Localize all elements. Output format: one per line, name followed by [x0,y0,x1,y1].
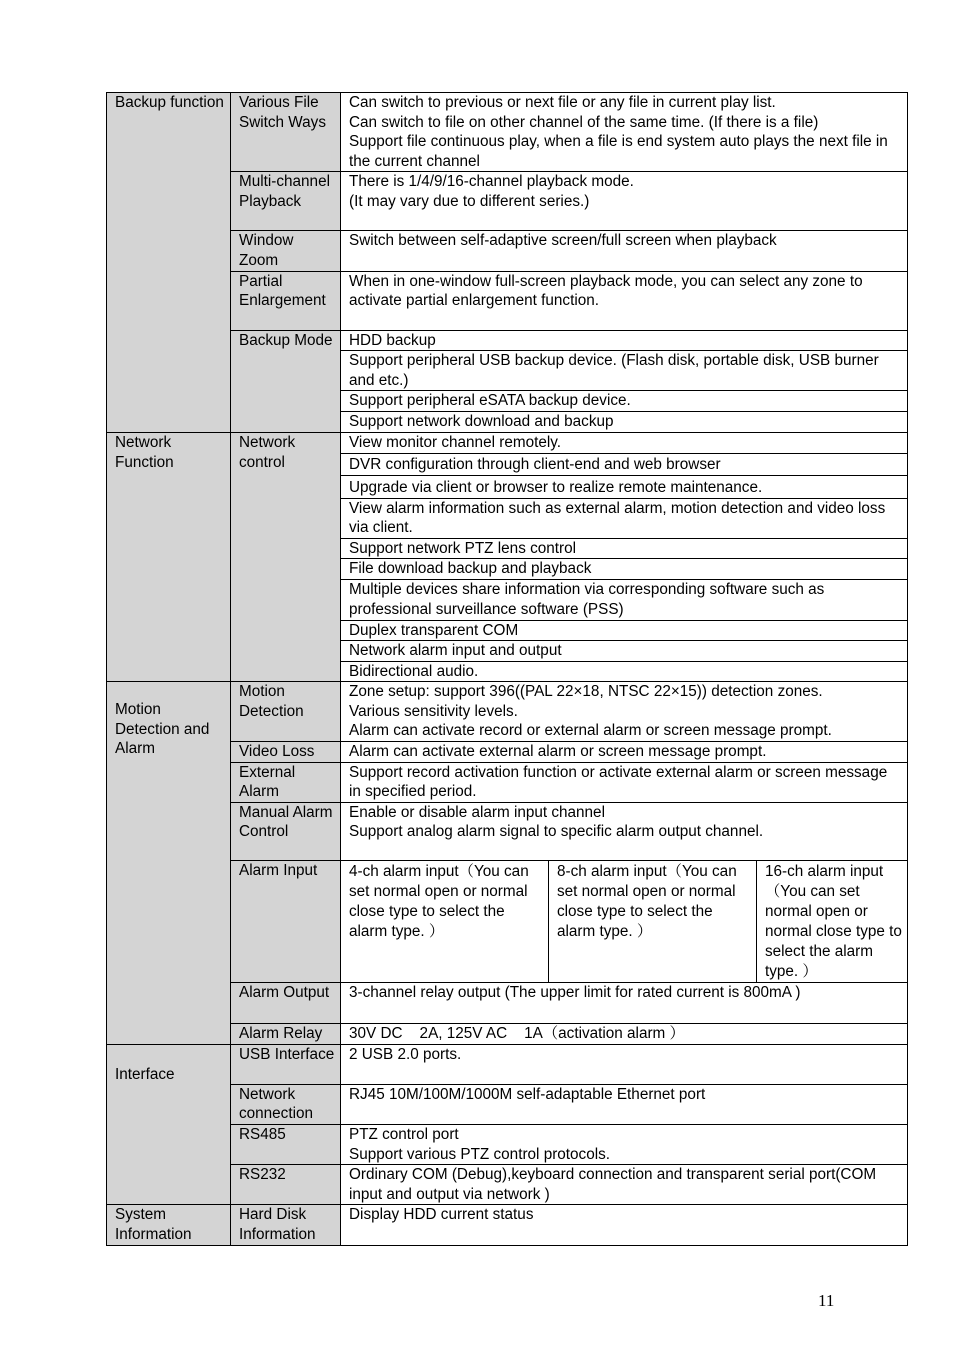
subcategory-network-control: Network control [231,432,341,681]
subcategory-alarm-relay: Alarm Relay [231,1023,341,1044]
description-network-connection: RJ45 10M/100M/1000M self-adaptable Ethernet port [341,1084,908,1124]
subcategory-partial-enlargement: Partial Enlargement [231,271,341,330]
description-backup-mode-item: HDD backup [341,330,908,351]
description-network-item: Network alarm input and output [341,641,908,662]
category-motion-alarm: Motion Detection and Alarm [107,682,231,1045]
subcategory-external-alarm: External Alarm [231,762,341,802]
subcategory-video-loss: Video Loss [231,742,341,763]
table-row [107,432,908,453]
description-backup-mode-item: Support peripheral eSATA backup device. [341,391,908,412]
description-backup-mode-item: Support peripheral USB backup device. (Flash disk, portable disk, USB burner and etc.) [341,351,908,391]
description-network-item: Duplex transparent COM [341,620,908,641]
description-partial-enlargement: When in one-window full-screen playback mode, you can select any zone to activate partial enlargement function. [341,271,908,330]
subcategory-alarm-input: Alarm Input [231,860,341,982]
subcategory-network-connection: Network connection [231,1084,341,1124]
description-manual-alarm: Enable or disable alarm input channel Support analog alarm signal to specific alarm output channel. [341,802,908,860]
description-hdd-information: Display HDD current status [341,1205,908,1245]
description-network-item: View alarm information such as external alarm, motion detection and video loss via client. [341,498,908,538]
description-backup-mode-item: Support network download and backup [341,411,908,432]
spec-table [106,92,908,1246]
description-video-loss: Alarm can activate external alarm or screen message prompt. [341,742,908,763]
description-network-item: File download backup and playback [341,559,908,580]
description-usb: 2 USB 2.0 ports. [341,1044,908,1084]
description-network-item: DVR configuration through client-end and web browser [341,453,908,475]
subcategory-backup-mode: Backup Mode [231,330,341,432]
description-multi-channel: There is 1/4/9/16-channel playback mode. (It may vary due to different series.) [341,172,908,231]
subcategory-window-zoom: Window Zoom [231,231,341,271]
subcategory-usb: USB Interface [231,1044,341,1084]
table-row [107,682,908,742]
subcategory-manual-alarm: Manual Alarm Control [231,802,341,860]
description-network-item: Support network PTZ lens control [341,538,908,559]
subcategory-multi-channel: Multi-channel Playback [231,172,341,231]
subcategory-motion-detection: Motion Detection [231,682,341,742]
alarm-input-option: 8-ch alarm input（You can set normal open or normal close type to select the alarm type. ） [549,860,757,982]
alarm-input-option: 4-ch alarm input（You can set normal open or normal close type to select the alarm type. ） [341,860,549,982]
category-network: Network Function [107,432,231,681]
table-row [107,93,908,172]
subcategory-file-switch: Various File Switch Ways [231,93,341,172]
description-rs485: PTZ control port Support various PTZ control protocols. [341,1125,908,1165]
table-row [107,1205,908,1245]
subcategory-alarm-output: Alarm Output [231,982,341,1023]
description-external-alarm: Support record activation function or activate external alarm or screen message in specified period. [341,762,908,802]
category-system-information: System Information [107,1205,231,1245]
description-rs232: Ordinary COM (Debug),keyboard connection and transparent serial port(COM input and output via network ) [341,1165,908,1205]
page-number: 11 [818,1291,835,1310]
description-alarm-relay: 30V DC 2A, 125V AC 1A（activation alarm ） [341,1023,908,1044]
description-network-item: View monitor channel remotely. [341,432,908,453]
subcategory-rs232: RS232 [231,1165,341,1205]
description-network-item: Upgrade via client or browser to realize remote maintenance. [341,475,908,498]
description-window-zoom: Switch between self-adaptive screen/full screen when playback [341,231,908,271]
category-backup: Backup function [107,93,231,433]
category-interface: Interface [107,1044,231,1205]
description-file-switch: Can switch to previous or next file or any file in current play list. Can switch to file on other channel of the same time. (If there is a file) Support file continuous play, when a file is end system auto plays the next file in the current channel [341,93,908,172]
subcategory-rs485: RS485 [231,1125,341,1165]
description-network-item: Bidirectional audio. [341,661,908,682]
description-alarm-output: 3-channel relay output (The upper limit for rated current is 800mA ) [341,982,908,1023]
description-motion-detection: Zone setup: support 396((PAL 22×18, NTSC 22×15)) detection zones. Various sensitivity levels. Alarm can activate record or external alarm or screen message prompt. [341,682,908,742]
subcategory-hdd-information: Hard Disk Information [231,1205,341,1245]
description-network-item: Multiple devices share information via corresponding software such as professional surveillance software (PSS) [341,580,908,620]
alarm-input-option: 16-ch alarm input（You can set normal open or normal close type to select the alarm type. ） [757,860,908,982]
table-row [107,1044,908,1084]
